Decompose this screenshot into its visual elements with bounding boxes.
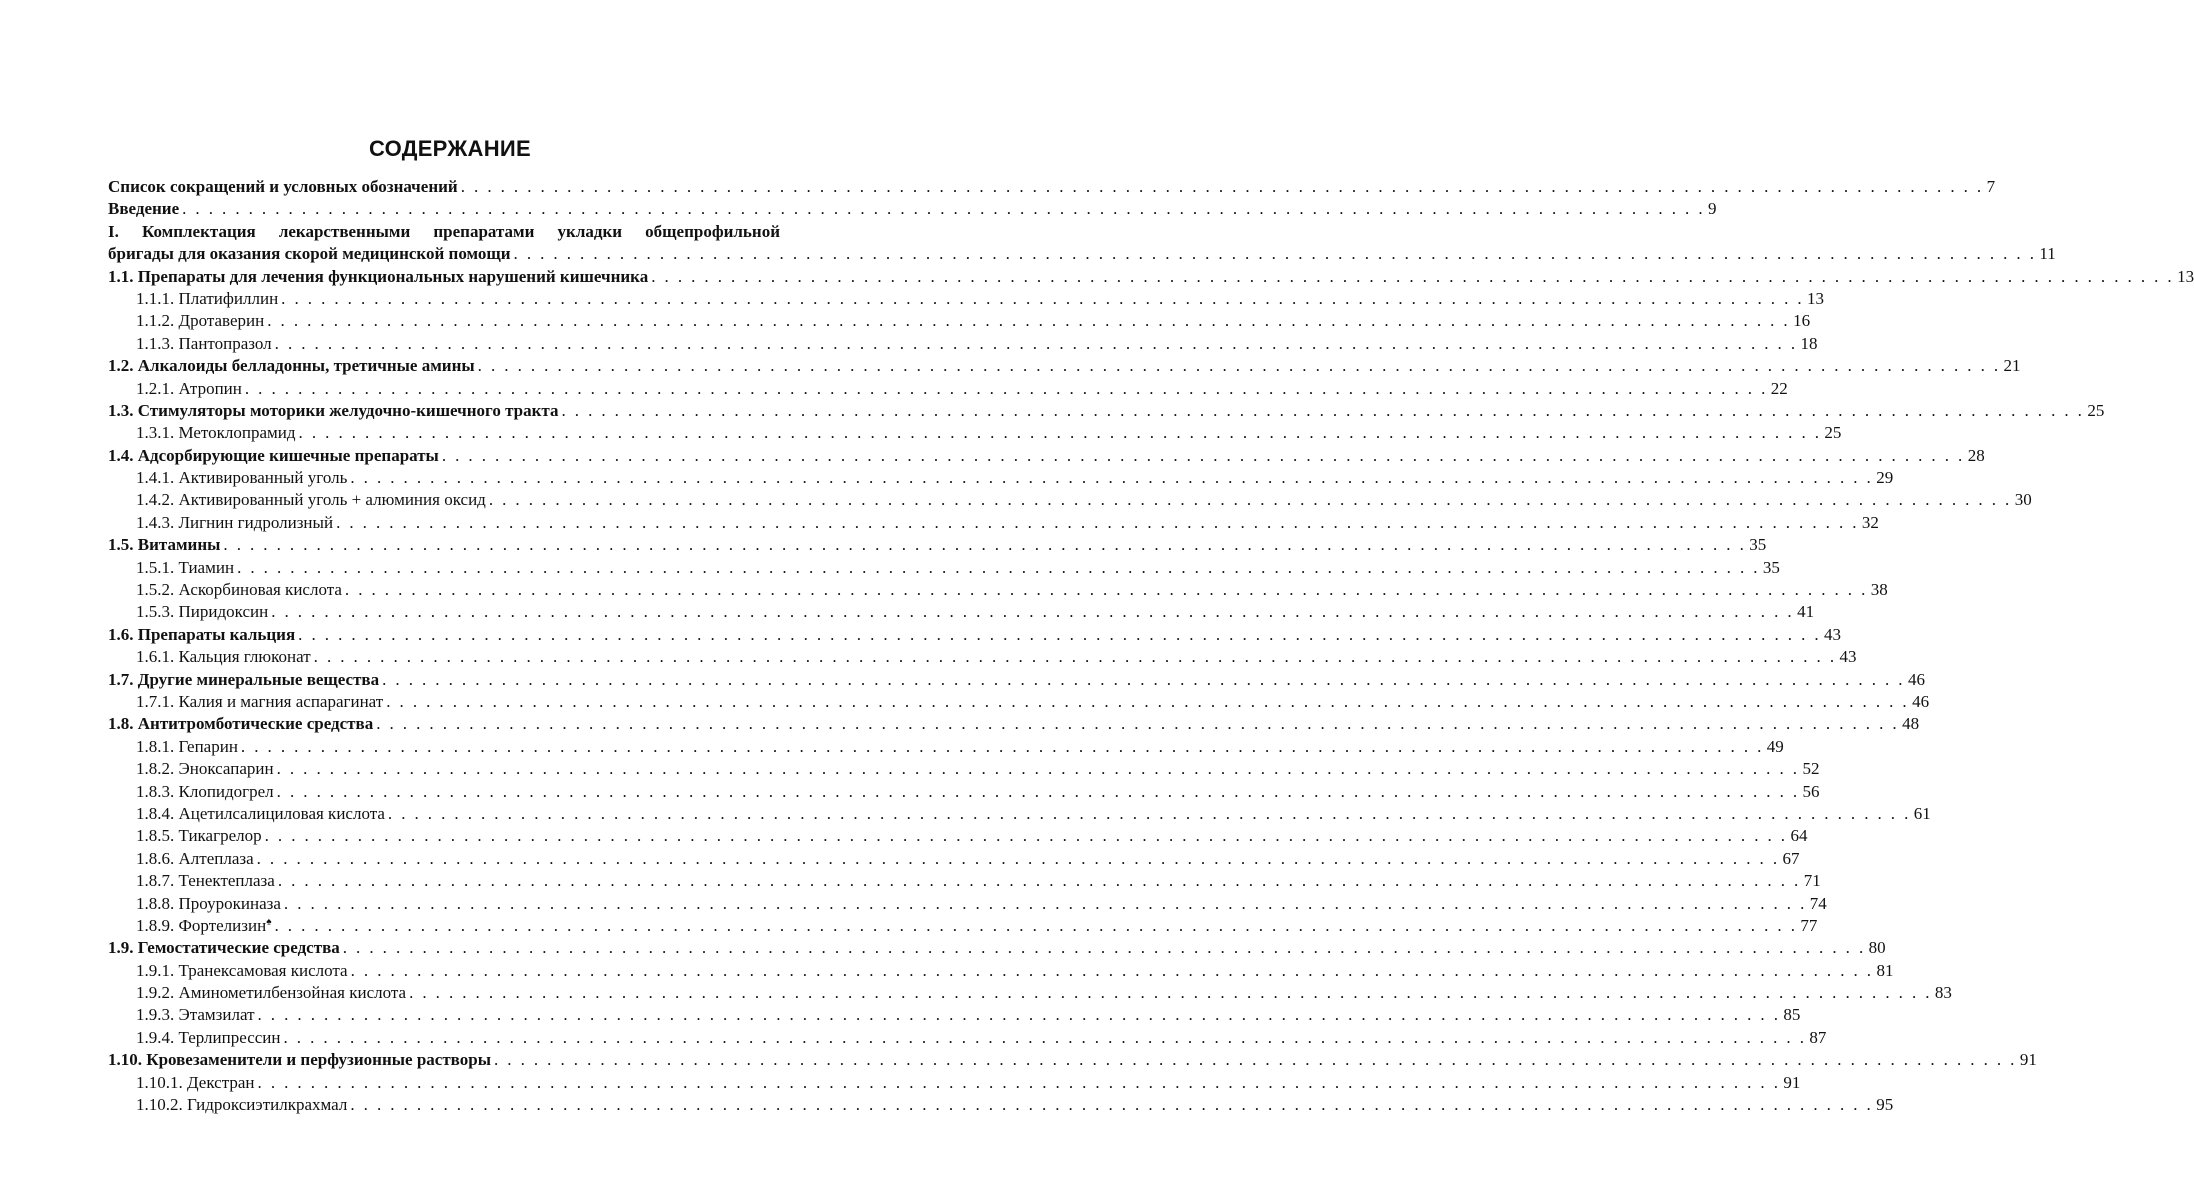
toc-entry-title — [136, 579, 342, 601]
toc-page-number: 83 — [1934, 983, 1952, 1003]
toc-entry-text: 1.3.1. Метоклопрамид — [136, 423, 296, 443]
dot-leader: . . . . . . . . . . . . . . . . . . . . . . . . . . . . . . . . . . . . . . . . . . . . . . . . . . . . . . . . . . . . . . . . . . . . . . . . . . . . . . . . . . . . . . . . . . . . . . . . . . . . . . . . . . . . . . . . . . . — [488, 490, 2012, 510]
toc-entry-text: Список сокращений и условных обозначений — [108, 176, 458, 196]
toc-entry-text: 1.8.2. Эноксапарин — [136, 759, 274, 779]
toc-entry-text: 1.1.1. Платифиллин — [136, 288, 279, 308]
toc-entry-title — [136, 378, 242, 400]
dot-leader: . . . . . . . . . . . . . . . . . . . . . . . . . . . . . . . . . . . . . . . . . . . . . . . . . . . . . . . . . . . . . . . . . . . . . . . . . . . . . . . . . . . . . . . . . . . . . . . . . . . . . . . . . . . . . . . . . . . — [387, 803, 1911, 823]
toc-page-number: 13 — [1807, 288, 1825, 308]
toc-entry-title — [136, 646, 311, 668]
toc-subsection-entry[interactable] — [108, 512, 1879, 534]
toc-entry-title-line1: I. Комплектация лекарственными препаратами укладки общепрофильной — [108, 221, 780, 241]
toc-page-number: 67 — [1782, 848, 1800, 868]
toc-subsection-entry[interactable] — [108, 310, 1811, 332]
toc-entry-title — [108, 198, 179, 220]
toc-subsection-entry[interactable] — [108, 960, 1894, 982]
toc-page-number: 13 — [2177, 266, 2194, 286]
dot-leader: . . . . . . . . . . . . . . . . . . . . . . . . . . . . . . . . . . . . . . . . . . . . . . . . . . . . . . . . . . . . . . . . . . . . . . . . . . . . . . . . . . . . . . . . . . . . . . . . . . . . . . . . . . . . . . . . . . . — [237, 557, 1760, 577]
toc-section-entry[interactable] — [108, 624, 1842, 646]
toc-entry-title — [136, 691, 383, 713]
toc-entry-text: 1.9. Гемостатические средства — [108, 938, 340, 958]
toc-entry-title — [108, 355, 475, 377]
toc-entry-text: 1.9.2. Аминометилбензойная кислота — [136, 983, 407, 1003]
toc-entry-title — [136, 1094, 347, 1116]
toc-entry-text: 1.8.9. Фортелизин — [136, 915, 267, 935]
toc-entry-title — [136, 1027, 281, 1049]
dot-leader: . . . . . . . . . . . . . . . . . . . . . . . . . . . . . . . . . . . . . . . . . . . . . . . . . . . . . . . . . . . . . . . . . . . . . . . . . . . . . . . . . . . . . . . . . . . . . . . . . . . . . . . . . . . . . . . . . . . — [244, 378, 1768, 398]
toc-entry-text: 1.3. Стимуляторы моторики желудочно-кишечного тракта — [108, 400, 559, 420]
toc-entry-title — [108, 669, 379, 691]
toc-subsection-entry[interactable] — [108, 579, 1888, 601]
toc-subsection-entry[interactable] — [108, 825, 1808, 847]
toc-entry-text: 1.7. Другие минеральные вещества — [108, 669, 380, 689]
toc-entry-text: 1.2. Алкалоиды белладонны, третичные амины — [108, 356, 475, 376]
toc-subsection-entry[interactable] — [108, 333, 1818, 355]
toc-page-number: 61 — [1913, 803, 1931, 823]
toc-entry-title — [108, 713, 373, 735]
toc-page-number: 80 — [1868, 938, 1886, 958]
dot-leader: . . . . . . . . . . . . . . . . . . . . . . . . . . . . . . . . . . . . . . . . . . . . . . . . . . . . . . . . . . . . . . . . . . . . . . . . . . . . . . . . . . . . . . . . . . . . . . . . . . . . . . . . . . . . . . . . . . . — [350, 960, 1874, 980]
toc-section-entry[interactable] — [108, 198, 1717, 220]
dot-leader: . . . . . . . . . . . . . . . . . . . . . . . . . . . . . . . . . . . . . . . . . . . . . . . . . . . . . . . . . . . . . . . . . . . . . . . . . . . . . . . . . . . . . . . . . . . . . . . . . . . . . . . . . . . . . . . . . . . — [283, 1027, 1807, 1047]
toc-entry-text: Введение — [108, 199, 180, 219]
toc-entry[interactable] — [108, 221, 2056, 266]
toc-page-number: 35 — [1749, 535, 1767, 555]
toc-entry-title — [136, 893, 281, 915]
toc-subsection-entry[interactable] — [108, 803, 1931, 825]
toc-subsection-entry[interactable] — [108, 467, 1894, 489]
toc-page-number: 41 — [1797, 602, 1815, 622]
toc-page-number: 29 — [1876, 468, 1894, 488]
toc-page-number: 71 — [1803, 871, 1821, 891]
dot-leader: . . . . . . . . . . . . . . . . . . . . . . . . . . . . . . . . . . . . . . . . . . . . . . . . . . . . . . . . . . . . . . . . . . . . . . . . . . . . . . . . . . . . . . . . . . . . . . . . . . . . . . . . . . . . . . . . . . . — [257, 1072, 1781, 1092]
dot-leader: . . . . . . . . . . . . . . . . . . . . . . . . . . . . . . . . . . . . . . . . . . . . . . . . . . . . . . . . . . . . . . . . . . . . . . . . . . . . . . . . . . . . . . . . . . . . . . . . . . . . . . . . . . . . . . . . . . . — [350, 1095, 1874, 1115]
toc-entry-title — [136, 467, 347, 489]
toc-page-number: 77 — [1800, 915, 1818, 935]
toc-section-entry[interactable] — [108, 355, 2021, 377]
toc-entry-title — [108, 1049, 491, 1071]
toc-entry-title — [136, 1072, 255, 1094]
toc-entry-title — [136, 422, 296, 444]
dot-leader: . . . . . . . . . . . . . . . . . . . . . . . . . . . . . . . . . . . . . . . . . . . . . . . . . . . . . . . . . . . . . . . . . . . . . . . . . . . . . . . . . . . . . . . . . . . . . . . . . . . . . . . . . . . . . . . . . . . — [257, 1005, 1781, 1025]
toc-entry-line2 — [108, 243, 2056, 265]
dot-leader: . . . . . . . . . . . . . . . . . . . . . . . . . . . . . . . . . . . . . . . . . . . . . . . . . . . . . . . . . . . . . . . . . . . . . . . . . . . . . . . . . . . . . . . . . . . . . . . . . . . . . . . . . . . . . . . . . . . — [276, 781, 1800, 801]
toc-subsection-entry[interactable] — [108, 601, 1815, 623]
dot-leader: . . . . . . . . . . . . . . . . . . . . . . . . . . . . . . . . . . . . . . . . . . . . . . . . . . . . . . . . . . . . . . . . . . . . . . . . . . . . . . . . . . . . . . . . . . . . . . . . . . . . . . . . . . . . . . . . . . . — [651, 266, 2175, 286]
toc-page-number: 30 — [2014, 490, 2032, 510]
toc-entry-title — [108, 445, 439, 467]
toc-entry-text: 1.8.3. Клопидогрел — [136, 781, 274, 801]
toc-section-entry[interactable] — [108, 1049, 2037, 1071]
toc-entry-title — [136, 489, 486, 511]
toc-section-entry[interactable] — [108, 713, 1920, 735]
toc-entry-text: 1.10.2. Гидроксиэтилкрахмал — [136, 1095, 348, 1115]
dot-leader: . . . . . . . . . . . . . . . . . . . . . . . . . . . . . . . . . . . . . . . . . . . . . . . . . . . . . . . . . . . . . . . . . . . . . . . . . . . . . . . . . . . . . . . . . . . . . . . . . . . . . . . . . . . . . . . . . . . — [513, 244, 2037, 264]
toc-section-entry[interactable] — [108, 445, 1985, 467]
toc-entry-text: 1.5. Витамины — [108, 535, 221, 555]
dot-leader: . . . . . . . . . . . . . . . . . . . . . . . . . . . . . . . . . . . . . . . . . . . . . . . . . . . . . . . . . . . . . . . . . . . . . . . . . . . . . . . . . . . . . . . . . . . . . . . . . . . . . . . . . . . . . . . . . . . — [344, 580, 1868, 600]
toc-subsection-entry[interactable] — [108, 1072, 1801, 1094]
toc-entry-title — [136, 310, 264, 332]
toc-page-number: 16 — [1793, 311, 1811, 331]
toc-page-number: 43 — [1824, 624, 1842, 644]
toc-page-number: 46 — [1912, 691, 1930, 711]
toc-entry-text: 1.9.4. Терлипрессин — [136, 1027, 281, 1047]
toc-subsection-entry[interactable] — [108, 915, 1818, 937]
toc-section-entry[interactable] — [108, 534, 1767, 556]
dot-leader: . . . . . . . . . . . . . . . . . . . . . . . . . . . . . . . . . . . . . . . . . . . . . . . . . . . . . . . . . . . . . . . . . . . . . . . . . . . . . . . . . . . . . . . . . . . . . . . . . . . . . . . . . . . . . . . . . . . — [271, 602, 1795, 622]
toc-entry-text: 1.8.4. Ацетилсалициловая кислота — [136, 803, 385, 823]
toc-entry-text: 1.4.3. Лигнин гидролизный — [136, 512, 334, 532]
toc-page-number: 11 — [2039, 244, 2056, 264]
dot-leader: . . . . . . . . . . . . . . . . . . . . . . . . . . . . . . . . . . . . . . . . . . . . . . . . . . . . . . . . . . . . . . . . . . . . . . . . . . . . . . . . . . . . . . . . . . . . . . . . . . . . . . . . . . . . . . . . . . . — [240, 736, 1764, 756]
toc-page-number: 38 — [1870, 580, 1888, 600]
toc-entry-text: 1.2.1. Атропин — [136, 378, 242, 398]
toc-page-number: 21 — [2003, 356, 2021, 376]
toc-entry-text: 1.1. Препараты для лечения функциональных нарушений кишечника — [108, 266, 649, 286]
toc-entry-text: 1.8.6. Алтеплаза — [136, 848, 254, 868]
dot-leader: . . . . . . . . . . . . . . . . . . . . . . . . . . . . . . . . . . . . . . . . . . . . . . . . . . . . . . . . . . . . . . . . . . . . . . . . . . . . . . . . . . . . . . . . . . . . . . . . . . . . . . . . . . . . . . . . . . . — [298, 624, 1822, 644]
toc-subsection-entry[interactable] — [108, 736, 1784, 758]
dot-leader: . . . . . . . . . . . . . . . . . . . . . . . . . . . . . . . . . . . . . . . . . . . . . . . . . . . . . . . . . . . . . . . . . . . . . . . . . . . . . . . . . . . . . . . . . . . . . . . . . . . . . . . . . . . . . . . . . . . — [336, 512, 1859, 532]
dot-leader: . . . . . . . . . . . . . . . . . . . . . . . . . . . . . . . . . . . . . . . . . . . . . . . . . . . . . . . . . . . . . . . . . . . . . . . . . . . . . . . . . . . . . . . . . . . . . . . . . . . . . . . . . . . . . . . . . . . — [281, 288, 1805, 308]
toc-entry-title — [136, 870, 275, 892]
dot-leader: . . . . . . . . . . . . . . . . . . . . . . . . . . . . . . . . . . . . . . . . . . . . . . . . . . . . . . . . . . . . . . . . . . . . . . . . . . . . . . . . . . . . . . . . . . . . . . . . . . . . . . . . . . . . . . . . . . . — [277, 871, 1801, 891]
toc-entry-text: 1.8.1. Гепарин — [136, 736, 238, 756]
dot-leader: . . . . . . . . . . . . . . . . . . . . . . . . . . . . . . . . . . . . . . . . . . . . . . . . . . . . . . . . . . . . . . . . . . . . . . . . . . . . . . . . . . . . . . . . . . . . . . . . . . . . . . . . . . . . . . . . . . . — [441, 445, 1965, 465]
toc-page-number: 35 — [1762, 557, 1780, 577]
toc-subsection-entry[interactable] — [108, 870, 1821, 892]
toc-page-number: 91 — [2019, 1050, 2037, 1070]
toc-entry-title — [136, 825, 262, 847]
toc-entry-text: 1.8.8. Проурокиназа — [136, 893, 281, 913]
toc-page-number: 32 — [1861, 512, 1879, 532]
toc-page-number: 49 — [1766, 736, 1784, 756]
toc-entry-title — [108, 624, 295, 646]
toc-entry-title — [136, 1004, 255, 1026]
toc-section-entry[interactable] — [108, 400, 2105, 422]
toc-page-number: 22 — [1770, 378, 1788, 398]
dot-leader: . . . . . . . . . . . . . . . . . . . . . . . . . . . . . . . . . . . . . . . . . . . . . . . . . . . . . . . . . . . . . . . . . . . . . . . . . . . . . . . . . . . . . . . . . . . . . . . . . . . . . . . . . . . . . . . . . . . — [298, 423, 1822, 443]
toc-entry-title — [108, 400, 558, 422]
dot-leader: . . . . . . . . . . . . . . . . . . . . . . . . . . . . . . . . . . . . . . . . . . . . . . . . . . . . . . . . . . . . . . . . . . . . . . . . . . . . . . . . . . . . . . . . . . . . . . . . . . . . . . . . . . . . . . . . . . . — [276, 759, 1800, 779]
toc-page-number: 64 — [1790, 826, 1808, 846]
toc-entry-title — [136, 982, 406, 1004]
toc-entry-title — [136, 288, 278, 310]
toc-entry-text: 1.10. Кровезаменители и перфузионные растворы — [108, 1050, 491, 1070]
page-title: СОДЕРЖАНИЕ — [368, 136, 532, 161]
toc-subsection-entry[interactable] — [108, 489, 2032, 511]
toc-page-number: 25 — [2087, 400, 2105, 420]
toc-entry-title — [136, 915, 272, 937]
toc-subsection-entry[interactable] — [108, 1027, 1827, 1049]
dot-leader: . . . . . . . . . . . . . . . . . . . . . . . . . . . . . . . . . . . . . . . . . . . . . . . . . . . . . . . . . . . . . . . . . . . . . . . . . . . . . . . . . . . . . . . . . . . . . . . . . . . . . . . . . . . . . . . . . . . — [350, 468, 1874, 488]
toc-entry-text: 1.10.1. Декстран — [136, 1072, 255, 1092]
toc-page-number: 81 — [1876, 960, 1894, 980]
toc-page-number: 25 — [1824, 423, 1842, 443]
toc-entry-title — [136, 736, 238, 758]
toc-page-number: 9 — [1707, 199, 1717, 219]
dot-leader: . . . . . . . . . . . . . . . . . . . . . . . . . . . . . . . . . . . . . . . . . . . . . . . . . . . . . . . . . . . . . . . . . . . . . . . . . . . . . . . . . . . . . . . . . . . . . . . . . . . . . . . . . . . . . . . . . . . — [182, 199, 1705, 219]
toc-entry-title — [136, 512, 333, 534]
toc-page-number: 48 — [1902, 714, 1920, 734]
dot-leader: . . . . . . . . . . . . . . . . . . . . . . . . . . . . . . . . . . . . . . . . . . . . . . . . . . . . . . . . . . . . . . . . . . . . . . . . . . . . . . . . . . . . . . . . . . . . . . . . . . . . . . . . . . . . . . . . . . . — [382, 669, 1905, 689]
toc-entry-text: 1.5.1. Тиамин — [136, 557, 235, 577]
dot-leader: . . . . . . . . . . . . . . . . . . . . . . . . . . . . . . . . . . . . . . . . . . . . . . . . . . . . . . . . . . . . . . . . . . . . . . . . . . . . . . . . . . . . . . . . . . . . . . . . . . . . . . . . . . . . . . . . . . . — [460, 176, 1984, 196]
toc-entry-text: 1.1.2. Дротаверин — [136, 311, 265, 331]
toc-entry-text: 1.9.3. Этамзилат — [136, 1005, 255, 1025]
toc-page-number: 74 — [1809, 893, 1827, 913]
dot-leader: . . . . . . . . . . . . . . . . . . . . . . . . . . . . . . . . . . . . . . . . . . . . . . . . . . . . . . . . . . . . . . . . . . . . . . . . . . . . . . . . . . . . . . . . . . . . . . . . . . . . . . . . . . . . . . . . . . . — [342, 938, 1866, 958]
toc-section-entry[interactable] — [108, 266, 2194, 288]
spade-mark-icon: ♠ — [266, 916, 272, 928]
toc-section-entry[interactable] — [108, 669, 1925, 691]
dot-leader: . . . . . . . . . . . . . . . . . . . . . . . . . . . . . . . . . . . . . . . . . . . . . . . . . . . . . . . . . . . . . . . . . . . . . . . . . . . . . . . . . . . . . . . . . . . . . . . . . . . . . . . . . . . . . . . . . . . — [223, 535, 1747, 555]
toc-subsection-entry[interactable] — [108, 422, 1842, 444]
toc-entry-text: 1.8.7. Тенектеплаза — [136, 871, 275, 891]
toc-entry-title — [136, 848, 254, 870]
toc-subsection-entry[interactable] — [108, 288, 1825, 310]
toc-entry-text: 1.6. Препараты кальция — [108, 624, 296, 644]
toc-page-number: 87 — [1809, 1027, 1827, 1047]
toc-subsection-entry[interactable] — [108, 758, 1820, 780]
toc-entry-title — [136, 333, 272, 355]
toc-subsection-entry[interactable] — [108, 378, 1788, 400]
toc-page-number: 43 — [1839, 647, 1857, 667]
toc-subsection-entry[interactable] — [108, 691, 1930, 713]
dot-leader: . . . . . . . . . . . . . . . . . . . . . . . . . . . . . . . . . . . . . . . . . . . . . . . . . . . . . . . . . . . . . . . . . . . . . . . . . . . . . . . . . . . . . . . . . . . . . . . . . . . . . . . . . . . . . . . . . . . — [274, 333, 1798, 353]
toc-entry-title — [136, 557, 234, 579]
dot-leader: . . . . . . . . . . . . . . . . . . . . . . . . . . . . . . . . . . . . . . . . . . . . . . . . . . . . . . . . . . . . . . . . . . . . . . . . . . . . . . . . . . . . . . . . . . . . . . . . . . . . . . . . . . . . . . . . . . . — [283, 893, 1807, 913]
toc-entry-title — [108, 937, 340, 959]
toc-page-number: 52 — [1802, 759, 1820, 779]
toc-page-number: 95 — [1876, 1095, 1894, 1115]
toc-subsection-entry[interactable] — [108, 1004, 1801, 1026]
toc-entry-title — [136, 601, 268, 623]
toc-entry-title — [108, 176, 458, 198]
dot-leader: . . . . . . . . . . . . . . . . . . . . . . . . . . . . . . . . . . . . . . . . . . . . . . . . . . . . . . . . . . . . . . . . . . . . . . . . . . . . . . . . . . . . . . . . . . . . . . . . . . . . . . . . . . . . . . . . . . . — [409, 983, 1932, 1003]
toc-subsection-entry[interactable] — [108, 1094, 1894, 1116]
toc-page-number: 85 — [1783, 1005, 1801, 1025]
toc-subsection-entry[interactable] — [108, 893, 1827, 915]
toc-page-number: 56 — [1802, 781, 1820, 801]
toc-page-number: 91 — [1783, 1072, 1801, 1092]
dot-leader: . . . . . . . . . . . . . . . . . . . . . . . . . . . . . . . . . . . . . . . . . . . . . . . . . . . . . . . . . . . . . . . . . . . . . . . . . . . . . . . . . . . . . . . . . . . . . . . . . . . . . . . . . . . . . . . . . . . — [264, 826, 1788, 846]
dot-leader: . . . . . . . . . . . . . . . . . . . . . . . . . . . . . . . . . . . . . . . . . . . . . . . . . . . . . . . . . . . . . . . . . . . . . . . . . . . . . . . . . . . . . . . . . . . . . . . . . . . . . . . . . . . . . . . . . . . — [313, 647, 1837, 667]
toc-entry-text: 1.4.2. Активированный уголь + алюминия оксид — [136, 490, 486, 510]
toc-entry-text: 1.6.1. Кальция глюконат — [136, 647, 311, 667]
toc-subsection-entry[interactable] — [108, 982, 1952, 1004]
toc-entry-title-line2: бригады для оказания скорой медицинской помощи — [108, 244, 511, 264]
toc-page-number: 28 — [1967, 445, 1985, 465]
toc-subsection-entry[interactable] — [108, 557, 1780, 579]
toc-entry-title — [136, 758, 274, 780]
toc-entry-text: 1.4. Адсорбирующие кишечные препараты — [108, 445, 439, 465]
toc-entry-title — [136, 803, 385, 825]
toc-entry-text: 1.1.3. Пантопразол — [136, 333, 272, 353]
toc-entry-text: 1.9.1. Транексамовая кислота — [136, 960, 348, 980]
toc-entry-text: 1.8.5. Тикагрелор — [136, 826, 262, 846]
toc-subsection-entry[interactable] — [108, 781, 1820, 803]
toc-section-entry[interactable] — [108, 937, 1886, 959]
dot-leader: . . . . . . . . . . . . . . . . . . . . . . . . . . . . . . . . . . . . . . . . . . . . . . . . . . . . . . . . . . . . . . . . . . . . . . . . . . . . . . . . . . . . . . . . . . . . . . . . . . . . . . . . . . . . . . . . . . . — [267, 311, 1791, 331]
table-of-contents — [108, 176, 2194, 1116]
toc-page-number: 7 — [1986, 176, 1996, 196]
toc-entry-title — [108, 266, 648, 288]
toc-subsection-entry[interactable] — [108, 848, 1800, 870]
dot-leader: . . . . . . . . . . . . . . . . . . . . . . . . . . . . . . . . . . . . . . . . . . . . . . . . . . . . . . . . . . . . . . . . . . . . . . . . . . . . . . . . . . . . . . . . . . . . . . . . . . . . . . . . . . . . . . . . . . . — [493, 1050, 2017, 1070]
toc-entry-text: 1.5.3. Пиридоксин — [136, 602, 269, 622]
toc-entry-text: 1.5.2. Аскорбиновая кислота — [136, 580, 342, 600]
dot-leader: . . . . . . . . . . . . . . . . . . . . . . . . . . . . . . . . . . . . . . . . . . . . . . . . . . . . . . . . . . . . . . . . . . . . . . . . . . . . . . . . . . . . . . . . . . . . . . . . . . . . . . . . . . . . . . . . . . . — [386, 691, 1910, 711]
toc-subsection-entry[interactable] — [108, 646, 1857, 668]
dot-leader: . . . . . . . . . . . . . . . . . . . . . . . . . . . . . . . . . . . . . . . . . . . . . . . . . . . . . . . . . . . . . . . . . . . . . . . . . . . . . . . . . . . . . . . . . . . . . . . . . . . . . . . . . . . . . . . . . . . — [256, 848, 1780, 868]
toc-entry-title — [136, 960, 348, 982]
dot-leader: . . . . . . . . . . . . . . . . . . . . . . . . . . . . . . . . . . . . . . . . . . . . . . . . . . . . . . . . . . . . . . . . . . . . . . . . . . . . . . . . . . . . . . . . . . . . . . . . . . . . . . . . . . . . . . . . . . . — [376, 714, 1900, 734]
toc-entry-title — [136, 781, 274, 803]
toc-entry-title — [108, 534, 220, 556]
toc-page-number: 18 — [1800, 333, 1818, 353]
toc-page-number: 46 — [1907, 669, 1925, 689]
dot-leader: . . . . . . . . . . . . . . . . . . . . . . . . . . . . . . . . . . . . . . . . . . . . . . . . . . . . . . . . . . . . . . . . . . . . . . . . . . . . . . . . . . . . . . . . . . . . . . . . . . . . . . . . . . . . . . . . . . . — [274, 915, 1798, 935]
dot-leader: . . . . . . . . . . . . . . . . . . . . . . . . . . . . . . . . . . . . . . . . . . . . . . . . . . . . . . . . . . . . . . . . . . . . . . . . . . . . . . . . . . . . . . . . . . . . . . . . . . . . . . . . . . . . . . . . . . . — [561, 400, 2085, 420]
toc-entry-text: 1.4.1. Активированный уголь — [136, 468, 348, 488]
toc-section-entry[interactable] — [108, 176, 1996, 198]
dot-leader: . . . . . . . . . . . . . . . . . . . . . . . . . . . . . . . . . . . . . . . . . . . . . . . . . . . . . . . . . . . . . . . . . . . . . . . . . . . . . . . . . . . . . . . . . . . . . . . . . . . . . . . . . . . . . . . . . . . — [477, 356, 2001, 376]
toc-entry-text: 1.8. Антитромботические средства — [108, 714, 374, 734]
toc-entry-text: 1.7.1. Калия и магния аспарагинат — [136, 691, 384, 711]
